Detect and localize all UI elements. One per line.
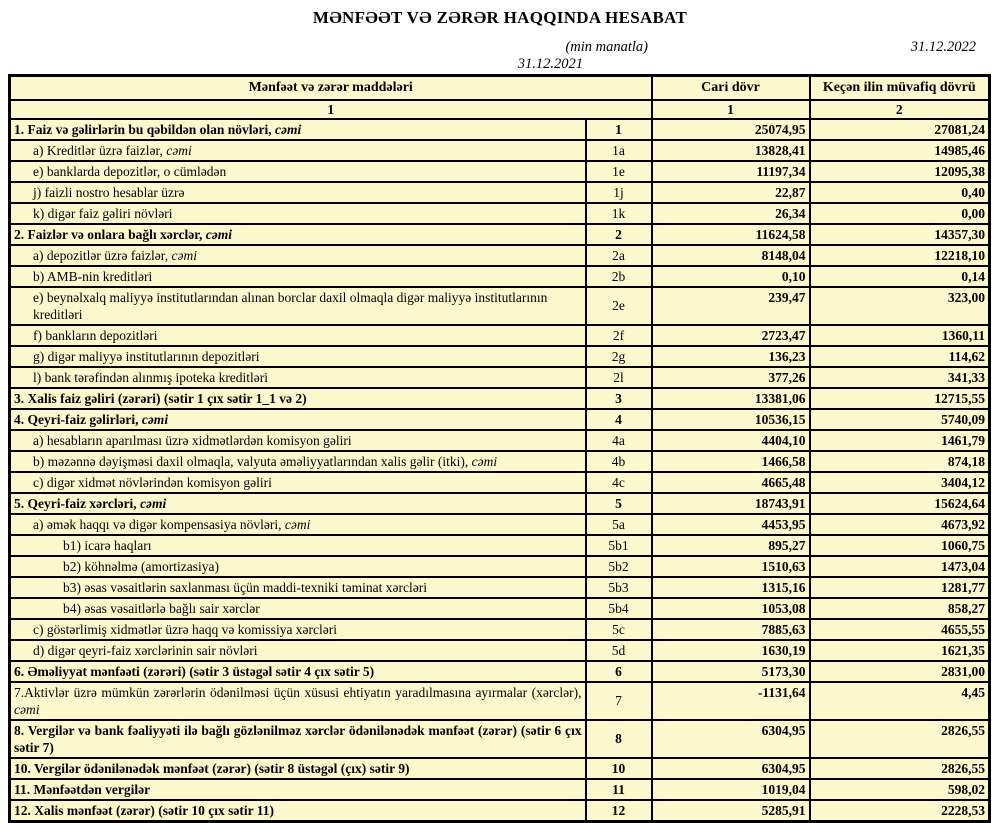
table-row (10, 161, 990, 182)
value-current-period: 4453,95 (652, 514, 810, 535)
row-label: c) digər xidmət növlərindən komisyon gəliri (10, 472, 586, 493)
value-previous-period: 4,45 (810, 682, 990, 720)
header-row (10, 76, 990, 100)
table-row (10, 758, 990, 779)
value-previous-period: 12095,38 (810, 161, 990, 182)
value-current-period: 239,47 (652, 287, 810, 325)
value-current-period: 10536,15 (652, 409, 810, 430)
row-label: 1. Faiz və gəlirlərin bu qəbildən olan növləri, cəmi (10, 119, 586, 140)
page-title: MƏNFƏƏT VƏ ZƏRƏR HAQQINDA HESABAT (312, 8, 688, 27)
row-code: 2a (586, 245, 652, 266)
value-current-period: 1019,04 (652, 779, 810, 800)
table-row (10, 203, 990, 224)
row-code: 11 (586, 779, 652, 800)
value-current-period: 136,23 (652, 346, 810, 367)
row-code: 1k (586, 203, 652, 224)
value-previous-period: 2228,53 (810, 800, 990, 822)
row-code: 3 (586, 388, 652, 409)
value-current-period: -1131,64 (652, 682, 810, 720)
row-label-italic-suffix: cəmi (284, 516, 311, 532)
value-current-period: 25074,95 (652, 119, 810, 140)
value-current-period: 6304,95 (652, 720, 810, 758)
table-row (10, 800, 990, 822)
header-items-number: 1 (10, 100, 652, 119)
table-row (10, 224, 990, 245)
value-previous-period: 1060,75 (810, 535, 990, 556)
row-label: c) göstərlimiş xidmətlər üzrə haqq və komissiya xərcləri (10, 619, 586, 640)
table-row (10, 409, 990, 430)
row-label-italic-suffix: cəmi (205, 226, 232, 242)
row-code: 5b4 (586, 598, 652, 619)
row-code: 4c (586, 472, 652, 493)
table-row (10, 287, 990, 325)
value-previous-period: 15624,64 (810, 493, 990, 514)
row-code: 7 (586, 682, 652, 720)
value-previous-period: 2826,55 (810, 758, 990, 779)
header-previous-number: 2 (810, 100, 990, 119)
row-label: 4. Qeyri-faiz gəlirləri, cəmi (10, 409, 586, 430)
value-current-period: 1053,08 (652, 598, 810, 619)
row-label-italic-suffix: cəmi (275, 121, 302, 137)
header-previous-column: Keçən ilin müvafiq dövrü (810, 76, 990, 100)
value-current-period: 5285,91 (652, 800, 810, 822)
value-current-period: 1510,63 (652, 556, 810, 577)
row-label: 3. Xalis faiz gəliri (zərəri) (sətir 1 çıx sətir 1_1 və 2) (10, 388, 586, 409)
row-label: a) hesabların aparılması üzrə xidmətlərdən komisyon gəliri (10, 430, 586, 451)
table-row (10, 577, 990, 598)
row-code: 1e (586, 161, 652, 182)
value-previous-period: 1621,35 (810, 640, 990, 661)
value-previous-period: 5740,09 (810, 409, 990, 430)
row-label: j) faizli nostro hesablar üzrə (10, 182, 586, 203)
table-row (10, 451, 990, 472)
row-label: b1) icarə haqları (10, 535, 586, 556)
row-label: a) depozitlər üzrə faizlər, cəmi (10, 245, 586, 266)
value-current-period: 4404,10 (652, 430, 810, 451)
value-previous-period: 1360,11 (810, 325, 990, 346)
value-previous-period: 858,27 (810, 598, 990, 619)
value-previous-period: 874,18 (810, 451, 990, 472)
value-previous-period: 4673,92 (810, 514, 990, 535)
row-label-italic-suffix: cəmi (14, 701, 40, 717)
table-row (10, 346, 990, 367)
value-previous-period: 341,33 (810, 367, 990, 388)
value-previous-period: 0,00 (810, 203, 990, 224)
row-code: 4a (586, 430, 652, 451)
row-label: f) bankların depozitləri (10, 325, 586, 346)
value-previous-period: 323,00 (810, 287, 990, 325)
value-current-period: 1466,58 (652, 451, 810, 472)
previous-period-date: 31.12.2021 (517, 56, 583, 72)
row-label: b) məzənnə dəyişməsi daxil olmaqla, valyuta əməliyyatlarından xalis gəlir (itki), cəmi (10, 451, 586, 472)
current-period-date: 31.12.2022 (910, 39, 976, 55)
table-row (10, 325, 990, 346)
row-code: 6 (586, 661, 652, 682)
value-current-period: 377,26 (652, 367, 810, 388)
value-current-period: 13381,06 (652, 388, 810, 409)
row-code: 5b2 (586, 556, 652, 577)
value-current-period: 26,34 (652, 203, 810, 224)
row-code: 2g (586, 346, 652, 367)
value-previous-period: 14357,30 (810, 224, 990, 245)
table-row (10, 598, 990, 619)
value-current-period: 7885,63 (652, 619, 810, 640)
value-previous-period: 3404,12 (810, 472, 990, 493)
table-header (10, 76, 990, 119)
row-code: 5 (586, 493, 652, 514)
table-row (10, 493, 990, 514)
value-previous-period: 598,02 (810, 779, 990, 800)
value-current-period: 11197,34 (652, 161, 810, 182)
value-previous-period: 4655,55 (810, 619, 990, 640)
report-table-body (10, 119, 990, 822)
row-label: b3) əsas vəsaitlərin saxlanması üçün maddi-texniki təminat xərcləri (10, 577, 586, 598)
row-code: 2b (586, 266, 652, 287)
value-current-period: 4665,48 (652, 472, 810, 493)
header-numbering-row (10, 100, 990, 119)
header-items-column: Mənfəət və zərər maddələri (10, 76, 652, 100)
header-current-number: 1 (652, 100, 810, 119)
row-label: b2) köhnəlmə (amortizasiya) (10, 556, 586, 577)
value-previous-period: 114,62 (810, 346, 990, 367)
row-code: 2e (586, 287, 652, 325)
row-code: 4b (586, 451, 652, 472)
row-label: d) digər qeyri-faiz xərclərinin sair növləri (10, 640, 586, 661)
row-label: e) banklarda depozitlər, o cümlədən (10, 161, 586, 182)
value-current-period: 22,87 (652, 182, 810, 203)
row-code: 1j (586, 182, 652, 203)
row-label: 11. Mənfəətdən vergilər (10, 779, 586, 800)
value-current-period: 1630,19 (652, 640, 810, 661)
table-row (10, 430, 990, 451)
value-current-period: 0,10 (652, 266, 810, 287)
subtitle-row (8, 39, 988, 73)
table-row (10, 140, 990, 161)
value-previous-period: 12715,55 (810, 388, 990, 409)
row-label-italic-suffix: cəmi (141, 411, 169, 427)
row-code: 1a (586, 140, 652, 161)
row-label: g) digər maliyyə institutlarının depozitləri (10, 346, 586, 367)
row-code: 8 (586, 720, 652, 758)
value-previous-period: 1473,04 (810, 556, 990, 577)
table-row (10, 779, 990, 800)
row-code: 4 (586, 409, 652, 430)
row-code: 1 (586, 119, 652, 140)
table-row (10, 245, 990, 266)
value-current-period: 8148,04 (652, 245, 810, 266)
table-row (10, 472, 990, 493)
row-label-italic-suffix: cəmi (171, 247, 197, 263)
row-code: 10 (586, 758, 652, 779)
value-previous-period: 1461,79 (810, 430, 990, 451)
row-code: 5b1 (586, 535, 652, 556)
table-row (10, 119, 990, 140)
value-current-period: 1315,16 (652, 577, 810, 598)
value-previous-period: 27081,24 (810, 119, 990, 140)
row-label: 7.Aktivlər üzrə mümkün zərərlərin ödənilməsi üçün xüsusi ehtiyatın yaradılmasına ayırmalar (xərclər), cəmi (10, 682, 586, 720)
table-row (10, 682, 990, 720)
value-current-period: 13828,41 (652, 140, 810, 161)
value-current-period: 895,27 (652, 535, 810, 556)
value-previous-period: 14985,46 (810, 140, 990, 161)
row-label-italic-suffix: cəmi (471, 453, 498, 469)
row-label: 5. Qeyri-faiz xərcləri, cəmi (10, 493, 586, 514)
header-current-column: Cari dövr (652, 76, 810, 100)
row-label: l) bank tərəfindən alınmış ipoteka kreditləri (10, 367, 586, 388)
row-label: b4) əsas vəsaitlərlə bağlı sair xərclər (10, 598, 586, 619)
table-row (10, 182, 990, 203)
row-label-italic-suffix: cəmi (140, 495, 167, 511)
row-label: a) Kreditlər üzrə faizlər, cəmi (10, 140, 586, 161)
value-previous-period: 1281,77 (810, 577, 990, 598)
value-previous-period: 12218,10 (810, 245, 990, 266)
row-label: a) əmək haqqı və digər kompensasiya növləri, cəmi (10, 514, 586, 535)
value-previous-period: 0,40 (810, 182, 990, 203)
table-row (10, 514, 990, 535)
row-label: 2. Faizlər və onlara bağlı xərclər, cəmi (10, 224, 586, 245)
row-code: 5c (586, 619, 652, 640)
row-code: 2f (586, 325, 652, 346)
profit-loss-table (8, 74, 991, 823)
table-row (10, 640, 990, 661)
table-row (10, 720, 990, 758)
row-code: 2 (586, 224, 652, 245)
value-previous-period: 2826,55 (810, 720, 990, 758)
row-label: 6. Əməliyyat mənfəəti (zərəri) (sətir 3 üstəgəl sətir 4 çıx sətir 5) (10, 661, 586, 682)
row-label-italic-suffix: cəmi (166, 142, 192, 158)
row-code: 2l (586, 367, 652, 388)
value-current-period: 2723,47 (652, 325, 810, 346)
row-label: b) AMB-nin kreditləri (10, 266, 586, 287)
value-current-period: 6304,95 (652, 758, 810, 779)
table-row (10, 556, 990, 577)
row-code: 5a (586, 514, 652, 535)
value-previous-period: 0,14 (810, 266, 990, 287)
row-label: e) beynəlxalq maliyyə institutlarından alınan borclar daxil olmaqla digər maliyyə institutlarının kreditləri (10, 287, 586, 325)
row-label: k) digər faiz gəliri növləri (10, 203, 586, 224)
unit-note: (min manatla) (565, 39, 648, 55)
value-current-period: 5173,30 (652, 661, 810, 682)
row-label: 10. Vergilər ödənilənədək mənfəət (zərər) (sətir 8 üstəgəl (çıx) sətir 9) (10, 758, 586, 779)
row-label: 12. Xalis mənfəət (zərər) (sətir 10 çıx sətir 11) (10, 800, 586, 822)
table-row (10, 266, 990, 287)
row-label: 8. Vergilər və bank fəaliyyəti ilə bağlı gözlənilməz xərclər ödənilənədək mənfəət (zərər) (sətir 6 çıx sətir 7) (10, 720, 586, 758)
row-code: 5b3 (586, 577, 652, 598)
value-current-period: 18743,91 (652, 493, 810, 514)
value-previous-period: 2831,00 (810, 661, 990, 682)
row-code: 5d (586, 640, 652, 661)
value-current-period: 11624,58 (652, 224, 810, 245)
table-row (10, 535, 990, 556)
table-row (10, 388, 990, 409)
table-row (10, 367, 990, 388)
table-row (10, 661, 990, 682)
table-row (10, 619, 990, 640)
row-code: 12 (586, 800, 652, 822)
